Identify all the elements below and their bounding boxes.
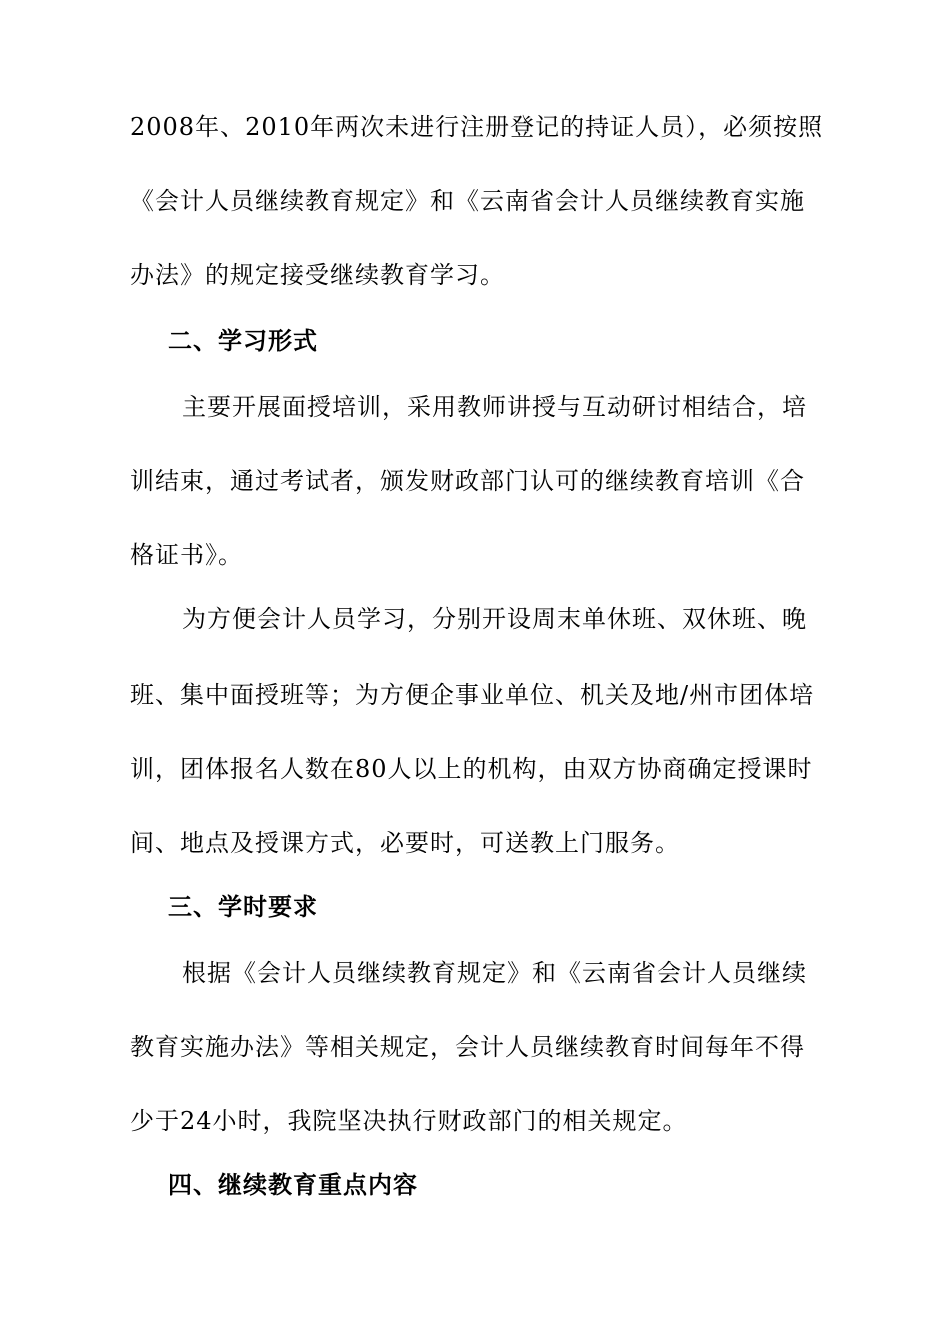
paragraph-line: 为方便会计人员学习，分别开设周末单休班、双休班、晚 — [182, 605, 807, 633]
paragraph-line: 主要开展面授培训，采用教师讲授与互动研讨相结合，培 — [182, 393, 807, 421]
paragraph-line: 班、集中面授班等；为方便企事业单位、机关及地/州市团体培 — [130, 681, 815, 709]
paragraph-line: 训结束，通过考试者，颁发财政部门认可的继续教育培训《合 — [130, 467, 805, 495]
paragraph-line: 少于24小时，我院坚决执行财政部门的相关规定。 — [130, 1107, 688, 1135]
paragraph-line: 间、地点及授课方式，必要时，可送教上门服务。 — [130, 829, 680, 857]
section-heading-key-content: 四、继续教育重点内容 — [168, 1171, 418, 1199]
paragraph-line: 根据《会计人员继续教育规定》和《云南省会计人员继续 — [182, 959, 807, 987]
paragraph-line: 教育实施办法》等相关规定，会计人员继续教育时间每年不得 — [130, 1033, 805, 1061]
paragraph-line: 格证书》。 — [130, 541, 243, 569]
section-heading-hour-requirements: 三、学时要求 — [168, 893, 318, 921]
paragraph-line: 《会计人员继续教育规定》和《云南省会计人员继续教育实施 — [130, 187, 805, 215]
paragraph-line: 2008年、2010年两次未进行注册登记的持证人员），必须按照 — [130, 113, 824, 141]
section-heading-learning-format: 二、学习形式 — [168, 327, 318, 355]
paragraph-line: 训，团体报名人数在80人以上的机构，由双方协商确定授课时 — [130, 755, 813, 783]
paragraph-line: 办法》的规定接受继续教育学习。 — [130, 261, 505, 289]
